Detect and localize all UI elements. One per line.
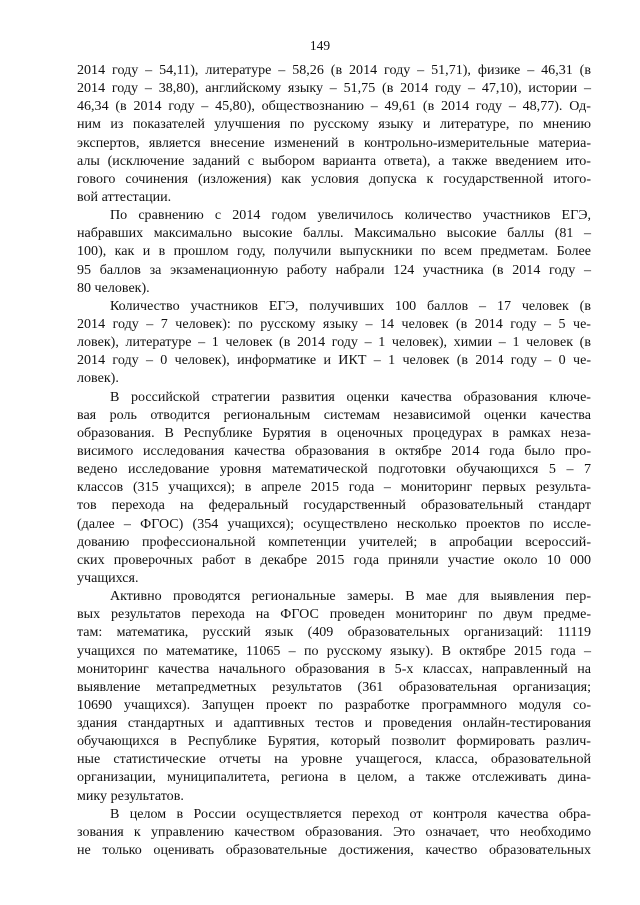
text-line: обучающихся в Республике Бурятия, который позволит формировать различ- xyxy=(77,733,591,750)
text-line: 100), как и в прошлом году, получили выпускники по всем предметам. Более xyxy=(77,243,591,260)
text-line: мониторинг качества начального образования в 5-х классах, направленный на xyxy=(77,660,591,677)
text-line: вых результатов перехода на ФГОС проведен мониторинг по двум предме- xyxy=(77,606,591,623)
text-line: экспертов, является внесение изменений в контрольно-измерительные материа- xyxy=(77,134,591,151)
text-line: дованию профессиональной компетенции учителей; в апробации всероссий- xyxy=(77,533,591,550)
paragraph xyxy=(77,805,591,859)
text-line: висимого исследования качества образования в октябре 2014 года было про- xyxy=(77,442,591,459)
page-number: 149 xyxy=(309,38,331,53)
text-line: не только оценивать образовательные достижения, качество образовательных xyxy=(77,842,591,859)
text-line: ских проверочных работ в декабре 2015 года приняли участие около 10 000 xyxy=(77,551,591,568)
text-line: алы (исключение заданий с выбором варианта ответа), а также введением ито- xyxy=(77,152,591,169)
paragraph xyxy=(77,206,591,297)
text-line: учащихся по математике, 11065 – по русскому языку). В октябре 2015 года – xyxy=(77,642,591,659)
text-line: ловек), литературе – 1 человек (в 2014 году – 1 человек), химии – 1 человек (в xyxy=(77,334,591,351)
text-line: ные статистические отчеты на уровне учащегося, класса, образовательной xyxy=(77,751,591,768)
text-line: 10690 учащихся). Запущен проект по разработке программного модуля со- xyxy=(77,696,591,713)
text-line: классов (315 учащихся); в апреле 2015 года – мониторинг первых результа- xyxy=(77,479,591,496)
text-line: выявление метапредметных результатов (361 образовательная организация; xyxy=(77,678,591,695)
text-line: 46,34 (в 2014 году – 45,80), обществознанию – 49,61 (в 2014 году – 48,77). Од- xyxy=(77,98,591,115)
text-line: мику результатов. xyxy=(77,787,184,804)
paragraph xyxy=(77,388,591,588)
text-line: 95 баллов за экзаменационную работу набрали 124 участника (в 2014 году – xyxy=(77,261,591,278)
text-line: Количество участников ЕГЭ, получивших 100 баллов – 17 человек (в xyxy=(110,297,591,314)
paragraph xyxy=(77,297,591,388)
text-line: там: математика, русский язык (409 образовательных организаций: 11119 xyxy=(77,624,591,641)
text-line: 2014 году – 54,11), литературе – 58,26 (в 2014 году – 51,71), физике – 46,31 (в xyxy=(77,62,591,78)
text-line: Активно проводятся региональные замеры. В мае для выявления пер- xyxy=(110,588,591,605)
text-line: 2014 году – 0 человек), информатике и ИКТ – 1 человек (в 2014 году – 0 че- xyxy=(77,352,591,369)
text-line: вая роль отводится региональным системам независимой оценки качества xyxy=(77,406,591,423)
text-line: (далее – ФГОС) (354 учащихся); осуществлено несколько проектов по иссле- xyxy=(77,515,591,532)
body-text xyxy=(77,61,591,859)
text-line: ведено исследование уровня математической подготовки обучающихся 5 – 7 xyxy=(77,461,591,478)
text-line: В целом в России осуществляется переход от контроля качества обра- xyxy=(110,805,591,822)
paragraph xyxy=(77,587,591,805)
text-line: 2014 году – 38,80), английскому языку – 51,75 (в 2014 году – 47,10), истории – xyxy=(77,80,591,97)
text-line: учащихся. xyxy=(77,569,139,586)
text-line: образования. В Республике Бурятия в оценочных процедурах в рамках неза- xyxy=(77,424,591,441)
text-line: тов перехода на федеральный государственный образовательный стандарт xyxy=(77,497,591,514)
text-line: набравших максимально высокие баллы. Максимально высокие баллы (81 – xyxy=(77,225,591,242)
text-line: вой аттестации. xyxy=(77,188,172,205)
text-line: 2014 году – 7 человек): по русскому языку – 14 человек (в 2014 году – 5 че- xyxy=(77,315,591,332)
text-line: здания стандартных и адаптивных тестов и проведения онлайн-тестирования xyxy=(77,715,591,732)
paragraph xyxy=(77,61,591,206)
text-line: В российской стратегии развития оценки качества образования ключе- xyxy=(110,388,591,405)
text-line: гового сочинения (изложения) как условия допуска к государственной итого- xyxy=(77,170,591,187)
text-line: 80 человек). xyxy=(77,279,150,296)
text-line: организации, муниципалитета, региона в целом, а также отслеживать дина- xyxy=(77,769,591,786)
text-line: ловек). xyxy=(77,370,119,387)
text-line: По сравнению с 2014 годом увеличилось количество участников ЕГЭ, xyxy=(110,207,591,224)
text-line: ним из показателей улучшения по русскому языку и литературе, по мнению xyxy=(77,116,591,133)
text-line: зования к управлению качеством образования. Это означает, что необходимо xyxy=(77,823,591,840)
